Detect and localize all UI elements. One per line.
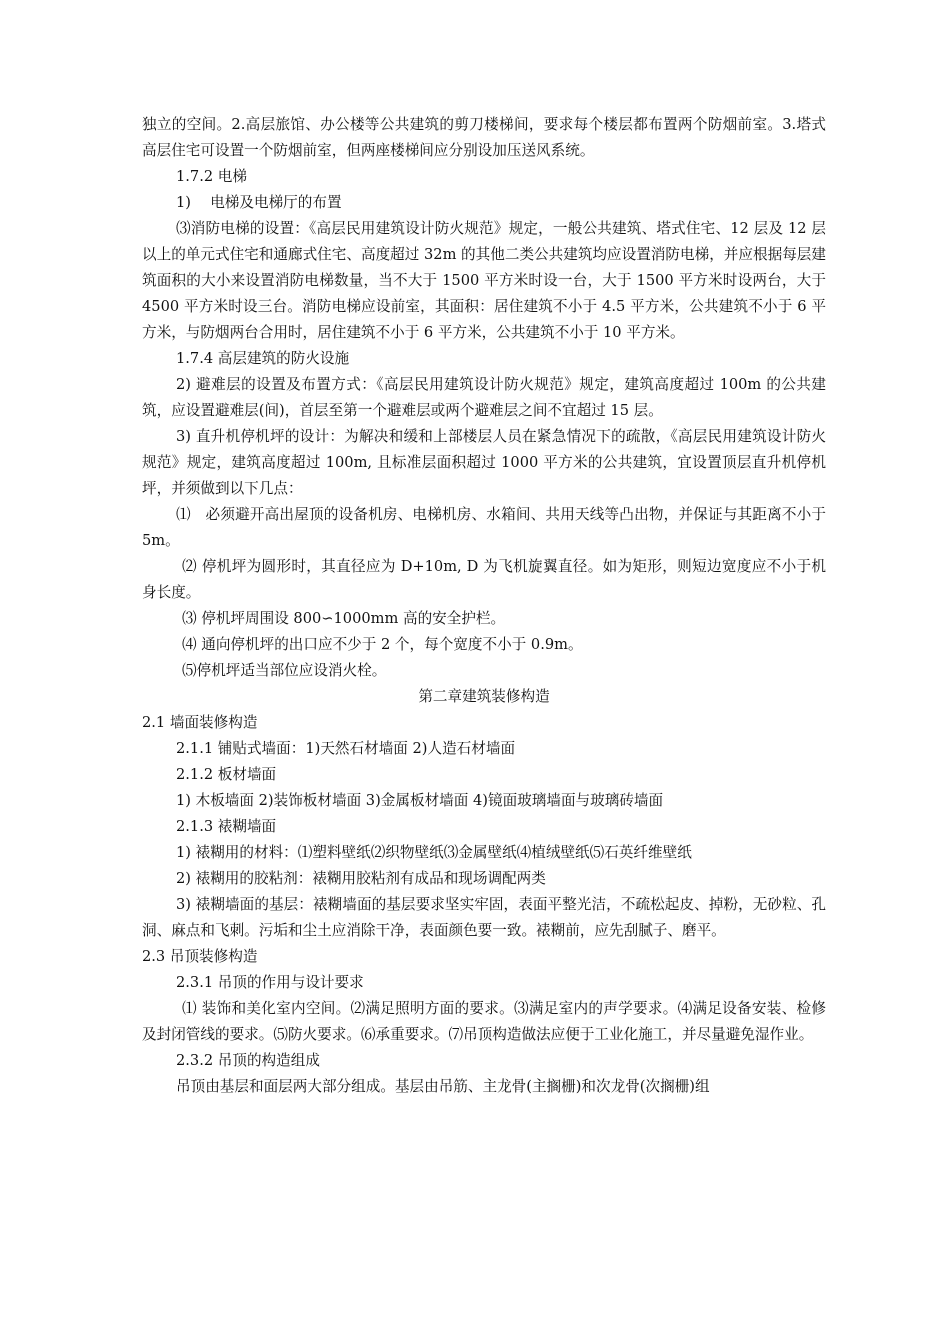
paragraph-ceiling-composition: 吊顶由基层和面层两大部分组成。基层由吊筋、主龙骨(主搁栅)和次龙骨(次搁栅)组 [176,1078,710,1095]
document-page [142,112,826,1100]
list-item-helipad-5: ⑸停机坪适当部位应设消火栓。 [182,662,387,679]
chapter-title: 第二章建筑装修构造 [418,688,550,705]
list-item-helipad-2: ⑵ 停机坪为圆形时，其直径应为 D+10m, D 为飞机旋翼直径。如为矩形，则短边宽度应不小于机身长度。 [142,558,826,601]
heading-1-7-2: 1.7.2 电梯 [176,168,247,185]
list-item-helipad-1: ⑴ 必须避开高出屋顶的设备机房、电梯机房、水箱间、共用天线等凸出物，并保证与其距离不小于 5m。 [142,506,826,549]
paragraph-fire-elevator: ⑶消防电梯的设置：《高层民用建筑设计防火规范》规定，一般公共建筑、塔式住宅、12 层及 12 层以上的单元式住宅和通廊式住宅、高度超过 32m 的其他二类公共建筑均应设置消防电梯，并应根据每层建筑面积的大小来设置消防电梯数量，当不大于 1500 平方米时设一台，大于 1500 平方米时设两台，大于 4500 平方米时设三台。消防电梯应设前室，其面积：居住建筑不小于 4.5 平方米，公共建筑不小于 6 平方米，与防烟两台合用时，居住建筑不小于 6 平方米，公共建筑不小于 10 平方米。 [142,220,826,341]
paragraph-ceiling-requirements: ⑴ 装饰和美化室内空间。⑵满足照明方面的要求。⑶满足室内的声学要求。⑷满足设备安装、检修及封闭管线的要求。⑸防火要求。⑹承重要求。⑺吊顶构造做法应便于工业化施工，并尽量避免湿作业。 [142,1000,826,1043]
list-item-board-walls: 1) 木板墙面 2)装饰板材墙面 3)金属板材墙面 4)镜面玻璃墙面与玻璃砖墙面 [176,792,664,809]
heading-2-1-2: 2.1.2 板材墙面 [176,766,277,783]
heading-2-3-2: 2.3.2 吊顶的构造组成 [176,1052,320,1069]
paragraph-stair-smoke: 独立的空间。2.高层旅馆、办公楼等公共建筑的剪刀楼梯间，要求每个楼层都布置两个防烟前室。3.塔式高层住宅可设置一个防烟前室，但两座楼梯间应分别设加压送风系统。 [142,116,826,159]
list-item-helipad-4: ⑷ 通向停机坪的出口应不少于 2 个，每个宽度不小于 0.9m。 [182,636,583,653]
heading-2-1-1: 2.1.1 铺贴式墙面：1)天然石材墙面 2)人造石材墙面 [176,740,516,757]
paragraph-refuge-floor: 2) 避难层的设置及布置方式：《高层民用建筑设计防火规范》规定，建筑高度超过 100m 的公共建筑，应设置避难层(间)，首层至第一个避难层或两个避难层之间不宜超过 15 层。 [142,376,826,419]
list-item-adhesive: 2) 裱糊用的胶粘剂：裱糊用胶粘剂有成品和现场调配两类 [176,870,546,887]
heading-1-7-4: 1.7.4 高层建筑的防火设施 [176,350,350,367]
heading-2-3-1: 2.3.1 吊顶的作用与设计要求 [176,974,364,991]
list-item-base-layer: 3) 裱糊墙面的基层：裱糊墙面的基层要求坚实牢固，表面平整光洁，不疏松起皮、掉粉，无砂粒、孔洞、麻点和飞刺。污垢和尘土应消除干净，表面颜色要一致。裱糊前，应先刮腻子、磨平。 [142,896,826,939]
heading-2-1-3: 2.1.3 裱糊墙面 [176,818,277,835]
list-item-wallpaper-materials: 1) 裱糊用的材料：⑴塑料壁纸⑵织物壁纸⑶金属壁纸⑷植绒壁纸⑸石英纤维壁纸 [176,844,692,861]
paragraph-helipad: 3) 直升机停机坪的设计：为解决和缓和上部楼层人员在紧急情况下的疏散，《高层民用建筑设计防火规范》规定，建筑高度超过 100m, 且标准层面积超过 1000 平方米的公共建筑，宜设置顶层直升机停机坪，并须做到以下几点： [142,428,826,497]
list-item-helipad-3: ⑶ 停机坪周围设 800∽1000mm 高的安全护栏。 [182,610,506,627]
heading-2-1: 2.1 墙面装修构造 [142,714,258,731]
list-item-elevator-layout: 1) 电梯及电梯厅的布置 [176,194,342,211]
heading-2-3: 2.3 吊顶装修构造 [142,948,258,965]
